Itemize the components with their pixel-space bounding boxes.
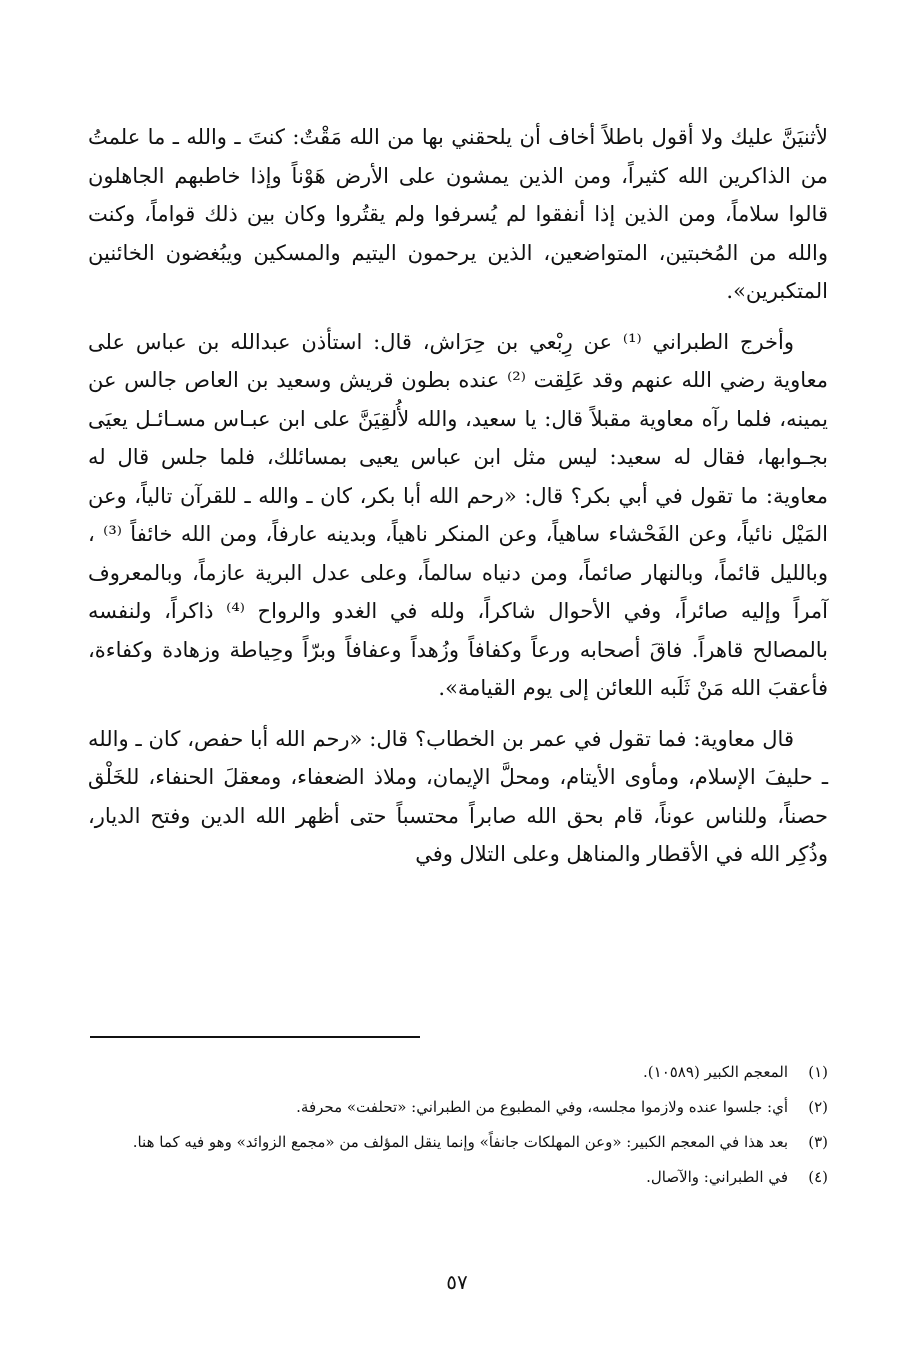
footnote-number: (٤) [808,1168,828,1186]
footnote-divider [90,1036,420,1038]
paragraph-2: وأخرج الطبراني ⁽¹⁾ عن رِبْعي بن حِرَاش، قال: استأذن عبدالله بن عباس على معاوية رضي الله عنهم وقد عَلِقت ⁽²⁾ عنده بطون قريش وسعيد بن العاص جالس عن يمينه، فلما رآه معاوية مقبلاً قال: يا سعيد، والله لأُلقِيَنَّ على ابن عبـاس مسـائـل يعيَى بجـوابها، فقال له سعيد: ليس مثل ابن عباس يعيى بمسائلك، فلما جلس قال له معاوية: ما تقول في أبي بكر؟ قال: «رحم الله أبا بكر، كان ـ والله ـ للقرآن تالياً، وعن المَيْل نائياً، وعن الفَحْشاء ساهياً، وعن المنكر ناهياً، وبدينه عارفاً، ومن الله خائفاً ⁽³⁾ ، وبالليل قائماً، وبالنهار صائماً، ومن دنياه سالماً، وعلى عدل البرية عازماً، وبالمعروف آمراً وإليه صائراً، وفي الأحوال شاكراً، ولله في الغدو والرواح ⁽⁴⁾ ذاكراً، ولنفسه بالمصالح قاهراً. فاقَ أصحابه ورعاً وكفافاً وزُهداً وعفافاً وبرّاً وحِياطة وزهادة وكفاءة، فأعقبَ الله مَنْ ثَلَبه اللعائن إلى يوم القيامة». [88,329,828,700]
paragraph-3: قال معاوية: فما تقول في عمر بن الخطاب؟ قال: «رحم الله أبا حفص، كان ـ والله ـ حليفَ الإسلام، ومأوى الأيتام، ومحلَّ الإيمان، وملاذ الضعفاء، ومعقلَ الحنفاء، للخَلْق حصناً، وللناس عوناً، قام بحق الله صابراً محتسباً حتى أظهر الله الدين وفتح الديار، وذُكِر الله في الأقطار والمناهل وعلى التلال وفي [88,726,828,866]
footnote-text: أي: جلسوا عنده ولازموا مجلسه، وفي المطبوع من الطبراني: «تحلفت» محرفة. [296,1098,788,1116]
footnote-4 [88,1163,828,1192]
footnote-number: (٣) [808,1133,828,1151]
footnote-text: المعجم الكبير (١٠٥٨٩). [643,1063,788,1081]
footnote-2 [88,1093,828,1122]
page-number: ٥٧ [446,1270,468,1294]
footnotes [88,1058,828,1198]
footnote-text: بعد هذا في المعجم الكبير: «وعن المهلكات جانفاً» وإنما ينقل المؤلف من «مجمع الزوائد» وهو فيه كما هنا. [132,1133,788,1151]
paragraph-1: لأثنيَنَّ عليك ولا أقول باطلاً أخاف أن يلحقني بها من الله مَقْتٌ: كنتَ ـ والله ـ ما علمتُ من الذاكرين الله كثيراً، ومن الذين يمشون على الأرض هَوْناً وإذا خاطبهم الجاهلون قالوا سلاماً، ومن الذين إذا أنفقوا لم يُسرفوا ولم يقتُروا وكان بين ذلك قواماً، وكنت والله من المُخبتين، المتواضعين، الذين يرحمون اليتيم والمسكين ويبُغضون الخائنين المتكبرين». [88,125,828,303]
main-text [88,118,828,886]
footnote-1 [88,1058,828,1087]
footnote-text: في الطبراني: والآصال. [646,1168,788,1186]
footnote-number: (١) [808,1063,828,1081]
footnote-number: (٢) [808,1098,828,1116]
footnote-3 [88,1128,828,1157]
